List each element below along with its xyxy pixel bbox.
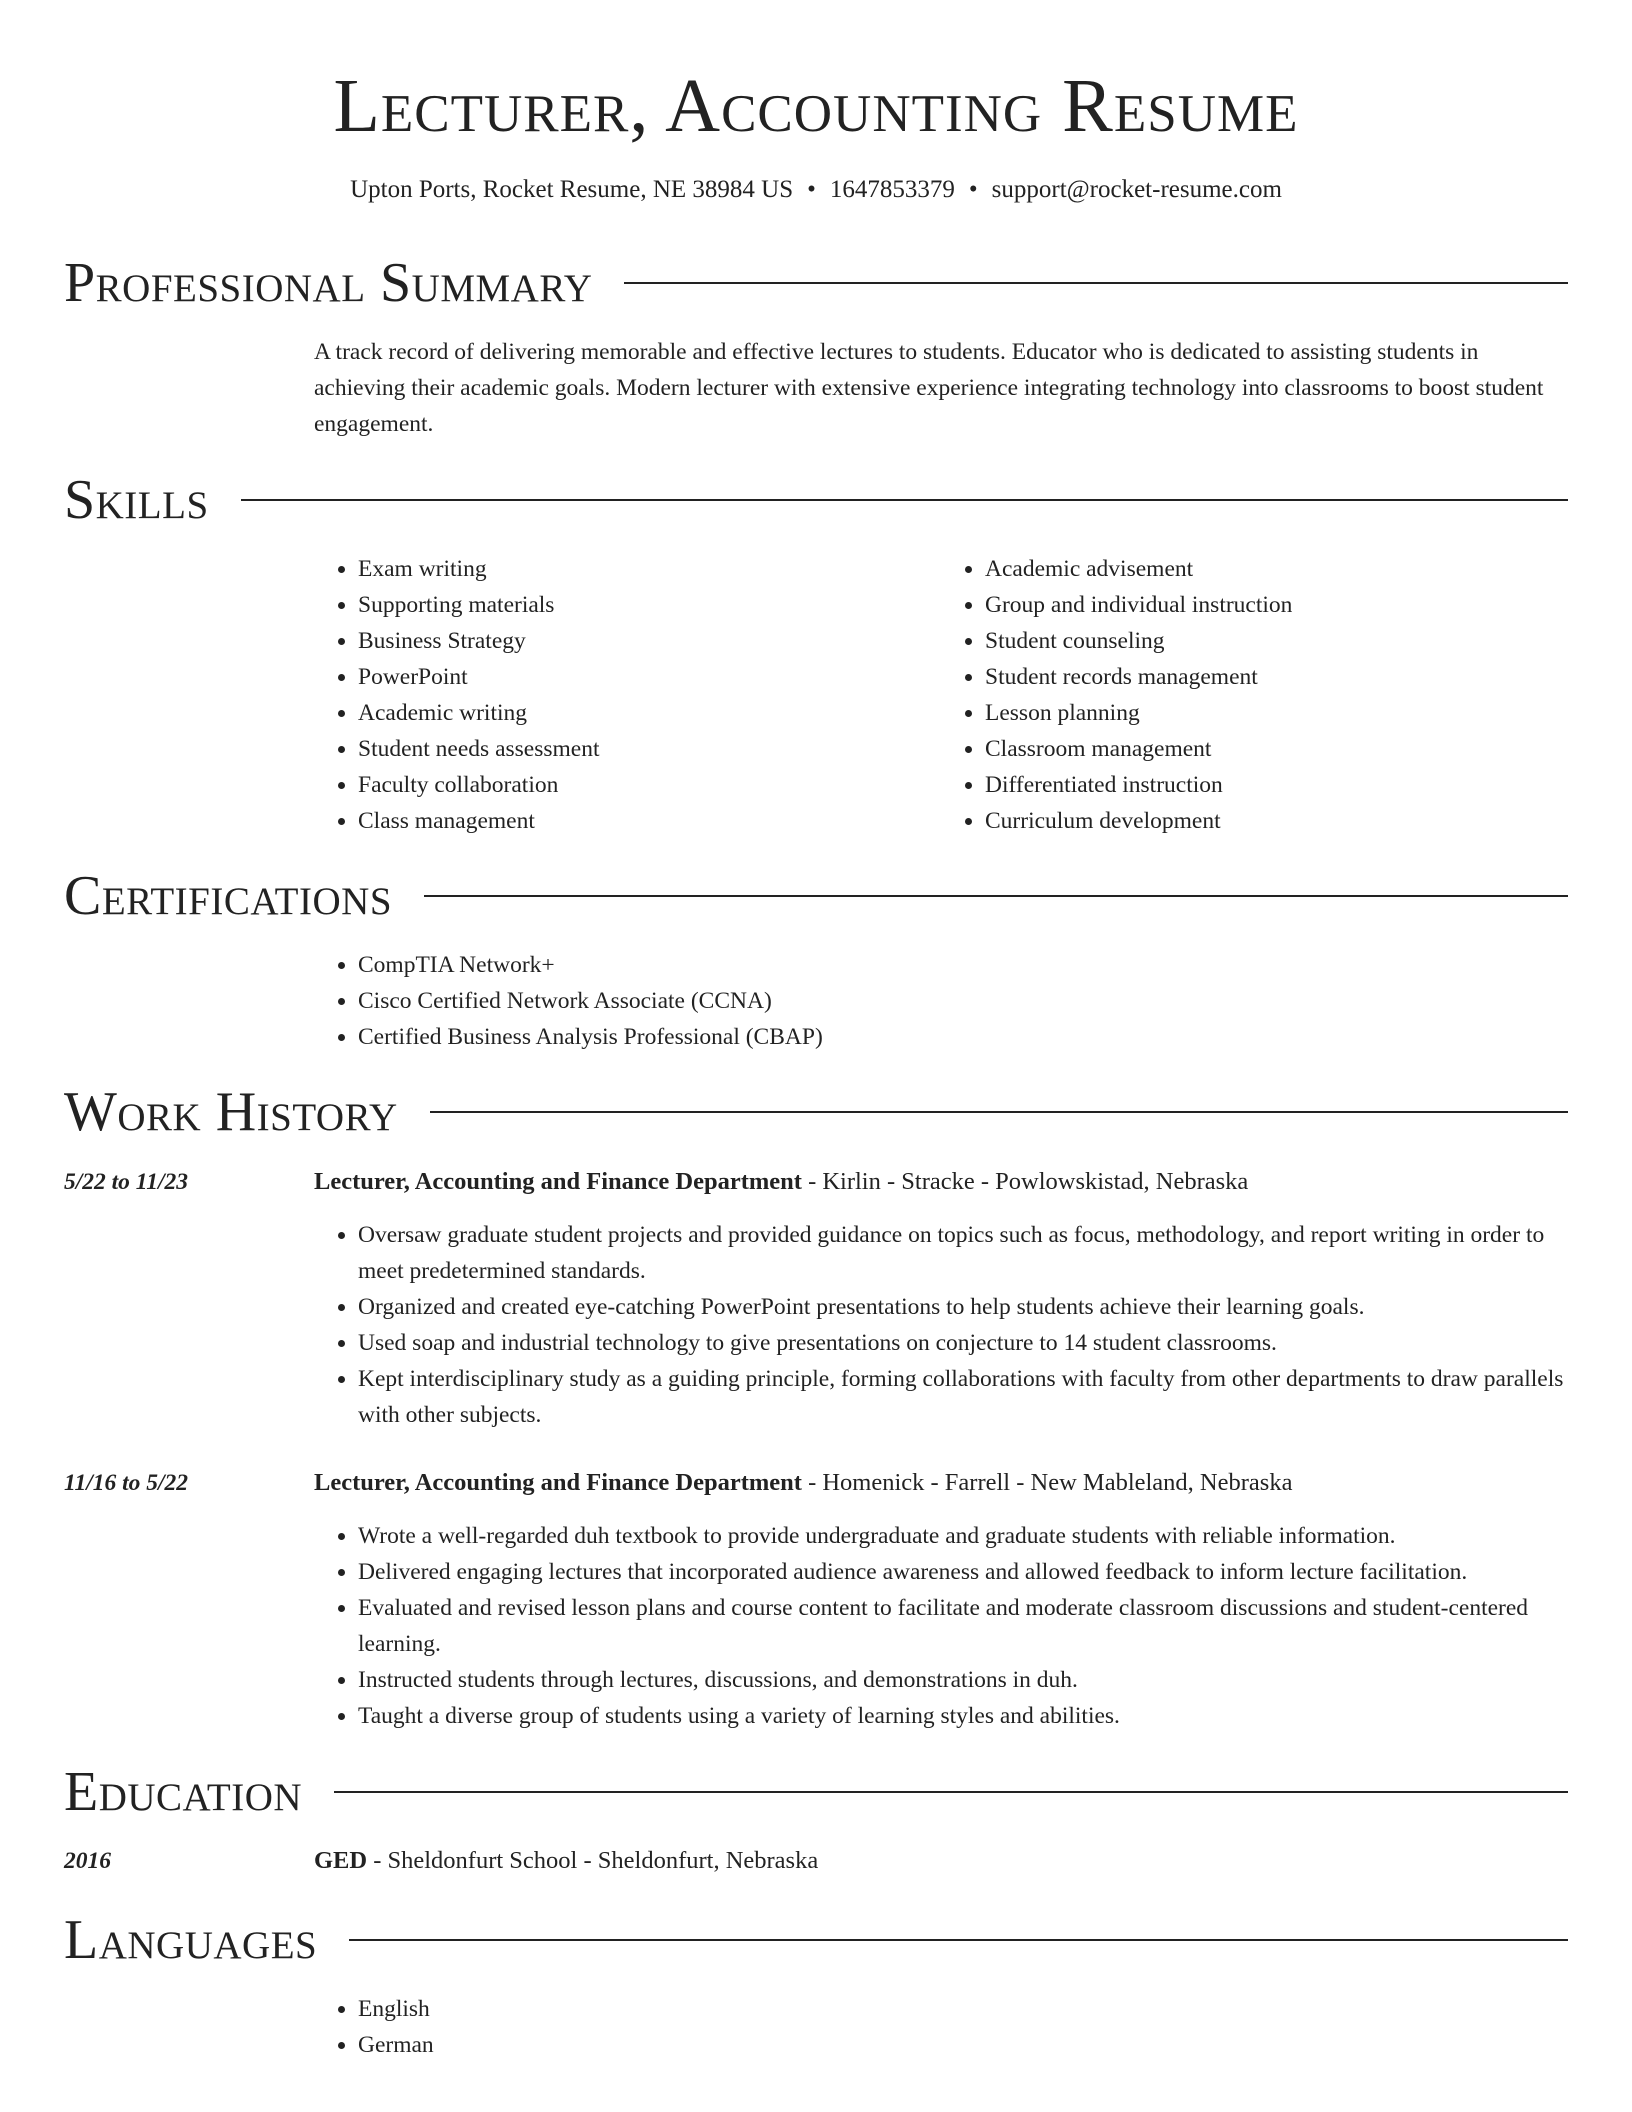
summary-block bbox=[314, 334, 1568, 442]
certifications-list bbox=[314, 947, 1568, 1055]
language-item: • German bbox=[358, 2027, 1568, 2063]
job-bullets bbox=[314, 1518, 1568, 1734]
language-item: • English bbox=[358, 1991, 1568, 2027]
separator: • bbox=[968, 176, 978, 203]
job-dates: 11/16 to 5/22 bbox=[64, 1470, 189, 1496]
email-link[interactable]: support@rocket-resume.com bbox=[991, 176, 1282, 203]
section-title: Certifications bbox=[64, 865, 393, 927]
job-details: - Kirlin - Stracke - Powlowskistad, Nebraska bbox=[801, 1168, 1249, 1195]
certification-item: • CompTIA Network+ bbox=[358, 947, 1568, 983]
certification-item: • Certified Business Analysis Professional (CBAP) bbox=[358, 1019, 1568, 1055]
skill-item: • PowerPoint bbox=[358, 659, 941, 695]
skill-item: • Supporting materials bbox=[358, 587, 941, 623]
phone: 1647853379 bbox=[829, 176, 955, 203]
skill-item: • Curriculum development bbox=[985, 803, 1568, 839]
skill-item: • Academic advisement bbox=[985, 551, 1568, 587]
section-title: Work History bbox=[64, 1081, 398, 1143]
skill-item: • Faculty collaboration bbox=[358, 767, 941, 803]
skills-column-left bbox=[314, 551, 941, 839]
job-title: Lecturer, Accounting and Finance Department bbox=[314, 1168, 802, 1195]
section-header-skills bbox=[64, 465, 1568, 535]
job-bullet: • Kept interdisciplinary study as a guiding principle, forming collaborations with faculty from other departments to draw parallels with other subjects. bbox=[358, 1361, 1568, 1433]
job-heading bbox=[314, 1164, 1568, 1200]
job-heading bbox=[314, 1465, 1568, 1501]
job-bullet: • Instructed students through lectures, discussions, and demonstrations in duh. bbox=[358, 1662, 1568, 1698]
contact-line bbox=[0, 172, 1632, 208]
job-dates: 5/22 to 11/23 bbox=[64, 1169, 189, 1195]
job-bullet: • Wrote a well-regarded duh textbook to provide undergraduate and graduate students with reliable information. bbox=[358, 1518, 1568, 1554]
address: Upton Ports, Rocket Resume, NE 38984 US bbox=[350, 176, 794, 203]
separator: • bbox=[807, 176, 816, 203]
languages-list bbox=[314, 1991, 1568, 2063]
divider bbox=[624, 282, 1568, 284]
section-title: Languages bbox=[64, 1909, 318, 1971]
divider bbox=[349, 1939, 1568, 1941]
skill-item: • Group and individual instruction bbox=[985, 587, 1568, 623]
divider bbox=[430, 1111, 1568, 1113]
education-entry bbox=[314, 1843, 1568, 1879]
section-title: Skills bbox=[64, 469, 209, 531]
skill-item: • Exam writing bbox=[358, 551, 941, 587]
school-details: - Sheldonfurt School - Sheldonfurt, Nebraska bbox=[367, 1847, 819, 1874]
job-bullets bbox=[314, 1217, 1568, 1433]
section-header-work-history bbox=[64, 1077, 1568, 1147]
divider bbox=[424, 895, 1568, 897]
skill-item: • Differentiated instruction bbox=[985, 767, 1568, 803]
job-details: - Homenick - Farrell - New Mableland, Nebraska bbox=[801, 1469, 1293, 1496]
skill-item: • Classroom management bbox=[985, 731, 1568, 767]
degree: GED bbox=[314, 1847, 368, 1874]
section-header-certifications bbox=[64, 861, 1568, 931]
resume-title: Lecturer, Accounting Resume bbox=[333, 64, 1299, 148]
skill-item: • Student needs assessment bbox=[358, 731, 941, 767]
section-title: Education bbox=[64, 1761, 303, 1823]
skill-item: • Academic writing bbox=[358, 695, 941, 731]
job-bullet: • Organized and created eye-catching PowerPoint presentations to help students achieve their learning goals. bbox=[358, 1289, 1568, 1325]
certification-item: • Cisco Certified Network Associate (CCNA) bbox=[358, 983, 1568, 1019]
skill-item: • Class management bbox=[358, 803, 941, 839]
divider bbox=[334, 1791, 1568, 1793]
skill-item: • Business Strategy bbox=[358, 623, 941, 659]
job-bullet: • Oversaw graduate student projects and provided guidance on topics such as focus, methodology, and report writing in order to meet predetermined standards. bbox=[358, 1217, 1568, 1289]
job-title: Lecturer, Accounting and Finance Department bbox=[314, 1469, 802, 1496]
divider bbox=[241, 499, 1568, 501]
skill-item: • Student records management bbox=[985, 659, 1568, 695]
section-header-languages bbox=[64, 1905, 1568, 1975]
skill-item: • Lesson planning bbox=[985, 695, 1568, 731]
education-year: 2016 bbox=[64, 1848, 111, 1874]
job-bullet: • Used soap and industrial technology to give presentations on conjecture to 14 student classrooms. bbox=[358, 1325, 1568, 1361]
section-header-summary bbox=[64, 248, 1568, 318]
section-header-education bbox=[64, 1757, 1568, 1827]
job-bullet: • Evaluated and revised lesson plans and course content to facilitate and moderate classroom discussions and student-centered learning. bbox=[358, 1590, 1568, 1662]
section-title: Professional Summary bbox=[64, 252, 593, 314]
skill-item: • Student counseling bbox=[985, 623, 1568, 659]
summary-text: A track record of delivering memorable and effective lectures to students. Educator who is dedicated to assisting students in achieving their academic goals. Modern lecturer with extensive experience integrating technology into classrooms to boost student engagement. bbox=[314, 339, 1544, 437]
skills-list bbox=[314, 551, 1568, 839]
job-bullet: • Delivered engaging lectures that incorporated audience awareness and allowed feedback to inform lecture facilitation. bbox=[358, 1554, 1568, 1590]
skills-column-right bbox=[941, 551, 1568, 839]
job-bullet: • Taught a diverse group of students using a variety of learning styles and abilities. bbox=[358, 1698, 1568, 1734]
